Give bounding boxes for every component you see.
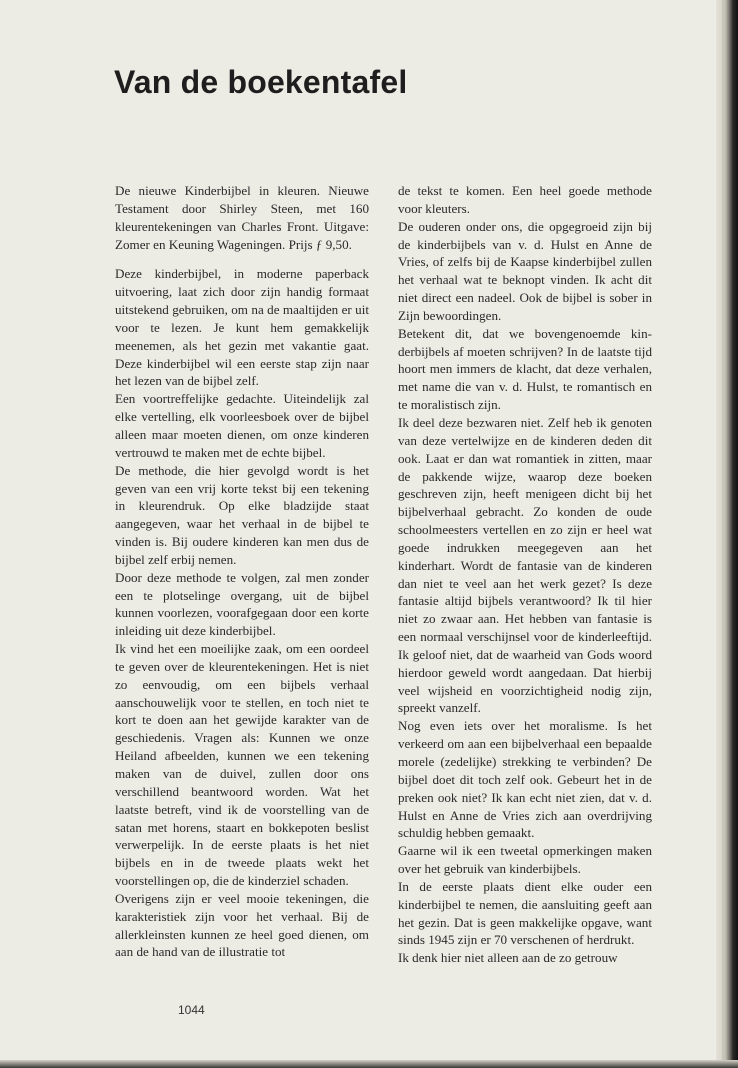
text-column-right (398, 182, 652, 967)
page-bottom-edge (0, 1060, 738, 1068)
text-column-left (115, 182, 369, 961)
paragraph: Gaarne wil ik een tweetal opmerkingen maken over het gebruik van kinderbijbels. (398, 843, 652, 877)
paragraph: Ik deel deze bezwaren niet. Zelf heb ik genoten van deze vertelwijze en de kinderen deden dit ook. Laat er dan wat romantiek in zitten, maar de pakkende wijze, waarop deze boeken geschreven zijn, heeft menigeen dicht bij het bijbelverhaal gebracht. Zo konden de oude schoolmeesters vertellen en zo zijn er heel wat goede indrukken meegegeven aan het kinderhart. Wordt de fantasie van de kinderen dan niet te veel aan het werk gezet? Is deze fantasie altijd bijbels verantwoord? Ik til hier niet zo zwaar aan. Het hebben van fantasie is een normaal verschijnsel voor de kinderleeftijd. Ik geloof niet, dat de waarheid van Gods woord hierdoor geweld wordt aangedaan. Dat hierbij veel wijsheid en voorzichtigheid nodig zijn, spreekt vanzelf. (398, 414, 652, 716)
paragraph: Ik denk hier niet alleen aan de zo getrouw (398, 950, 618, 966)
paragraph: Een voortreffelijke gedachte. Uiteindelijk zal elke vertelling, elk voorleesboek over de bijbel alleen maar moeten dienen, om onze kinderen vertrouwd te maken met de echte bijbel. (115, 391, 369, 460)
paragraph: Door deze methode te volgen, zal men zonder een te plotselinge overgang, uit de bijbel kunnen voorlezen, voorafgegaan door een korte inleiding uit deze kinderbijbel. (115, 569, 369, 639)
paragraph: de tekst te komen. Een heel goede methode voor kleuters. (398, 183, 652, 216)
page-binding-edge (716, 0, 738, 1068)
paragraph: Betekent dit, dat we bovengenoemde kinderbijbels af moeten schrijven? In de laatste tijd hoort men immers de klacht, dat deze verhalen, met name die van v. d. Hulst, te romantisch en te moralistisch zijn. (398, 325, 652, 413)
paragraph: Overigens zijn er veel mooie tekeningen, die karakteristiek zijn voor het verhaal. Bij de allerkleinsten kunnen ze heel goed dienen, om aan de hand van de illustratie tot (115, 890, 369, 960)
paragraph: Nog even iets over het moralisme. Is het verkeerd om aan een bijbelverhaal een bepaalde morele (zedelijke) strekking te verbinden? De bijbel doet dit toch zelf ook. Gebeurt het in de preken ook niet? Ik kan echt niet zien, dat v. d. Hulst en Anne de Vries zich aan overdrijving schuldig hebben gemaakt. (398, 718, 652, 841)
page-number: 1044 (178, 1003, 205, 1017)
paragraph: De ouderen onder ons, die opgegroeid zijn bij de kinderbijbels van v. d. Hulst en Anne de Vries, of zelfs bij de Kaapse kinderbijbel zullen het verhaal wat te beknopt vinden. Ik acht dit niet direct een nadeel. Ook de bijbel is sober in Zijn bewoordingen. (398, 218, 652, 323)
paragraph: Ik vind het een moeilijke zaak, om een oordeel te geven over de kleurentekeningen. Het is niet zo eenvoudig, om een bijbels verhaal aanschouwelijk voor te stellen, en toch niet te kort te doen aan het gewijde karakter van de geschiedenis. Vragen als: Kunnen we onze Heiland afbeelden, kunnen we een tekening maken van de duivel, zullen door ons verschillend beantwoord worden. Wat het laatste betreft, vind ik de voorstelling van de satan met horens, staart en bokkepoten beslist verwerpelijk. In de eerste plaats is het niet bijbels en in de tweede plaats wekt het voorstellingen op, die de kinderziel schaden. (115, 641, 369, 889)
paragraph: De methode, die hier gevolgd wordt is het geven van een vrij korte tekst bij een tekening in kleurendruk. Op elke bladzijde staat aangegeven, waar het verhaal in de bijbel te vinden is. Bij oudere kinderen kan men dus de bijbel zelf erbij nemen. (115, 462, 369, 567)
paragraph: Deze kinderbijbel, in moderne paperback uitvoering, laat zich door zijn handig formaat uitstekend gebruiken, om na de maaltijden er uit voor te lezen. Je kunt hem gemakkelijk meenemen, als het gezin met vakantie gaat. Deze kinderbijbel wil een eerste stap zijn naar het lezen van de bijbel zelf. (115, 266, 369, 389)
paragraph-book-info: De nieuwe Kinderbijbel in kleuren. Nieuwe Testament door Shirley Steen, met 160 kleurentekeningen van Charles Front. Uitgave: Zomer en Keuning Wageningen. Prijs ƒ 9,50. (115, 183, 369, 252)
article-title: Van de boekentafel (114, 64, 408, 100)
paragraph: In de eerste plaats dient elke ouder een kinderbijbel te nemen, die aansluiting geeft aan het gezin. Dat is geen makkelijke opgave, want sinds 1945 zijn er 70 verschenen of herdrukt. (398, 878, 652, 948)
